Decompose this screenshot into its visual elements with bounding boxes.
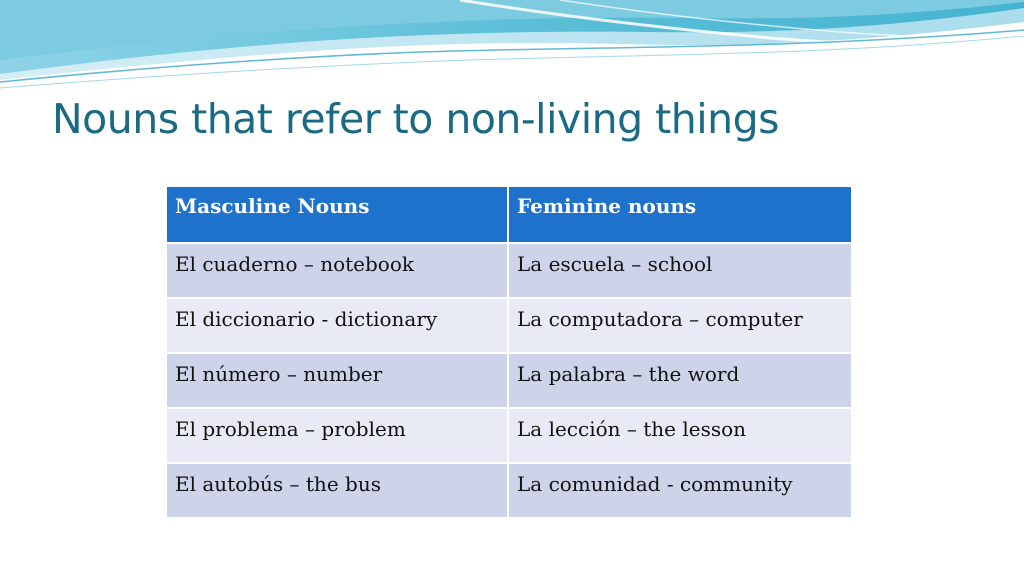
- header-feminine-nouns: Feminine nouns: [508, 186, 852, 243]
- feminine-noun-cell: La computadora – computer: [508, 298, 852, 353]
- feminine-noun-cell: La lección – the lesson: [508, 408, 852, 463]
- masculine-noun-cell: El número – number: [166, 353, 508, 408]
- feminine-noun-cell: La comunidad - community: [508, 463, 852, 518]
- table-row: [166, 243, 852, 298]
- table-row: [166, 298, 852, 353]
- slide-title: Nouns that refer to non-living things: [52, 95, 779, 143]
- masculine-noun-cell: El problema – problem: [166, 408, 508, 463]
- masculine-noun-cell: El diccionario - dictionary: [166, 298, 508, 353]
- header-masculine-nouns: Masculine Nouns: [166, 186, 508, 243]
- nouns-table: [165, 185, 853, 519]
- table-row: [166, 463, 852, 518]
- table-header-row: [166, 186, 852, 243]
- masculine-noun-cell: El cuaderno – notebook: [166, 243, 508, 298]
- masculine-noun-cell: El autobús – the bus: [166, 463, 508, 518]
- feminine-noun-cell: La escuela – school: [508, 243, 852, 298]
- feminine-noun-cell: La palabra – the word: [508, 353, 852, 408]
- decorative-wave-banner: [0, 0, 1024, 100]
- table-row: [166, 408, 852, 463]
- table-row: [166, 353, 852, 408]
